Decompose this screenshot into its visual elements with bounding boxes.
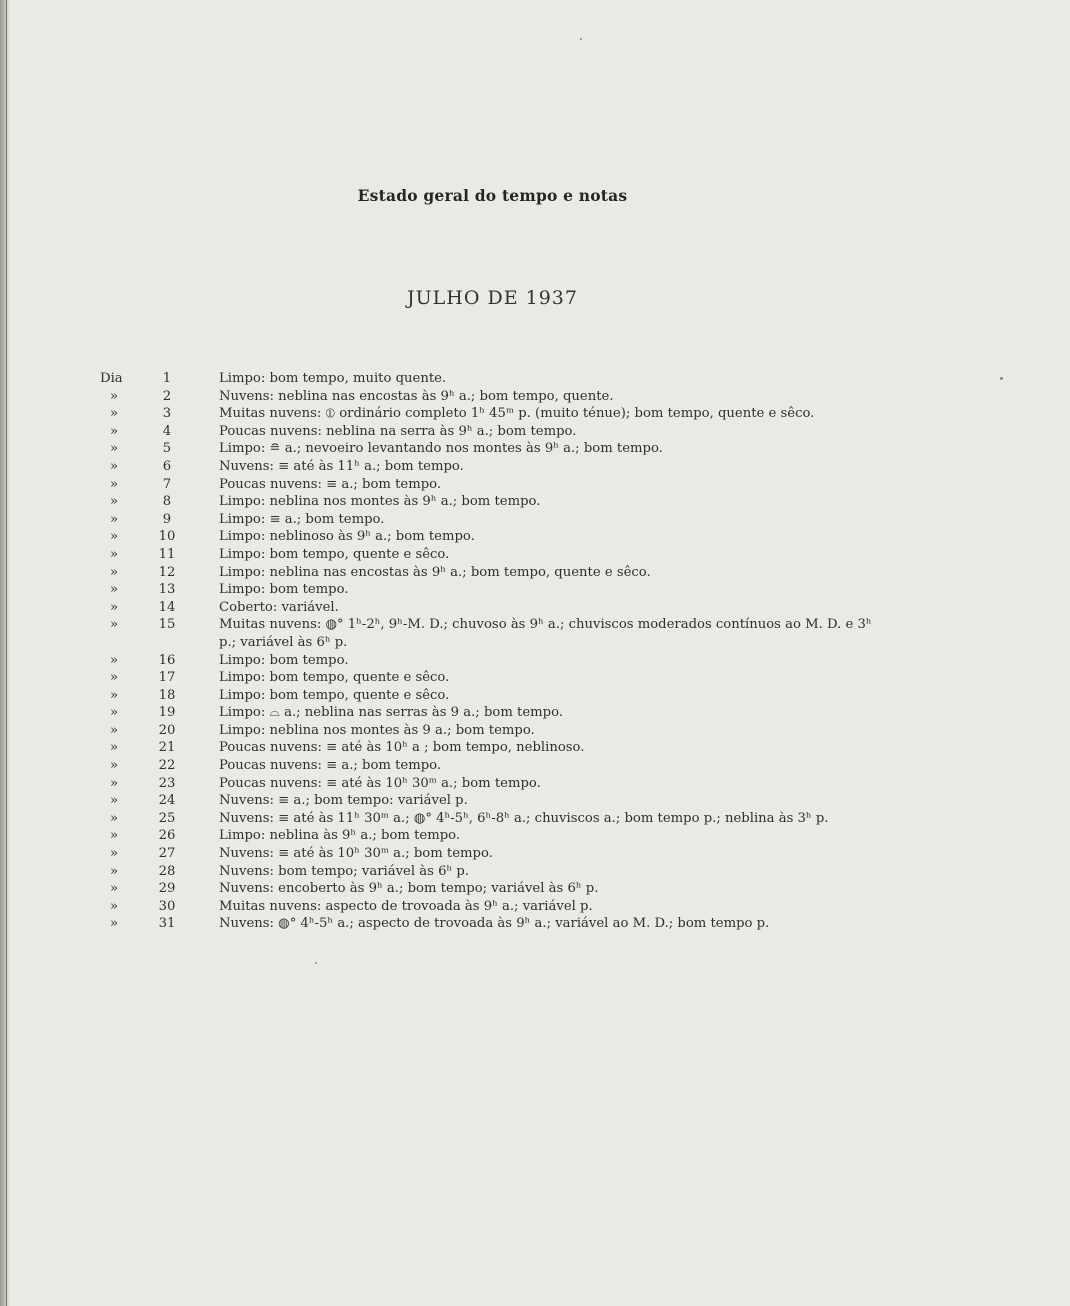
day-number: 22 [158, 758, 176, 774]
ditto-mark: » [110, 722, 119, 738]
day-number: 23 [158, 775, 176, 791]
table-row [0, 440, 1070, 458]
day-number: 14 [158, 599, 176, 615]
day-note: Limpo: bom tempo. [219, 582, 349, 598]
ditto-mark: » [110, 599, 119, 615]
day-number: 24 [158, 793, 176, 809]
table-row [0, 511, 1070, 529]
ditto-mark: » [110, 617, 119, 633]
table-row [0, 528, 1070, 546]
day-note: Nuvens: encoberto às 9ʰ a.; bom tempo; variável às 6ʰ p. [219, 881, 599, 897]
paper-speck [1000, 377, 1003, 380]
ditto-mark: » [110, 564, 119, 580]
table-row [0, 388, 1070, 406]
table-row [0, 599, 1070, 617]
table-row [0, 370, 1070, 388]
day-number: 13 [158, 582, 176, 598]
day-note: Nuvens: neblina nas encostas às 9ʰ a.; bom tempo, quente. [219, 388, 614, 404]
ditto-mark: » [110, 494, 119, 510]
table-row [0, 616, 1070, 651]
ditto-mark: » [110, 511, 119, 527]
day-number: 25 [158, 810, 176, 826]
day-number: 27 [158, 846, 176, 862]
table-row [0, 827, 1070, 845]
ditto-mark: » [110, 863, 119, 879]
day-number: 1 [162, 371, 172, 386]
ditto-mark: » [110, 758, 119, 774]
day-note: Limpo: ⌓ a.; neblina nas serras às 9 a.; bom tempo. [219, 705, 563, 721]
day-note: Poucas nuvens: ≡ a.; bom tempo. [219, 476, 442, 492]
day-number: 17 [158, 670, 176, 686]
ditto-mark: » [110, 828, 119, 844]
page-title: Estado geral do tempo e notas [357, 186, 628, 205]
day-note: Limpo: neblinoso às 9ʰ a.; bom tempo. [219, 529, 475, 545]
ditto-mark: » [110, 406, 119, 422]
table-row [0, 775, 1070, 793]
table-row [0, 669, 1070, 687]
day-note: Limpo: neblina nos montes às 9 a.; bom tempo. [219, 722, 535, 738]
table-row [0, 722, 1070, 740]
day-number: 12 [158, 564, 176, 580]
table-row [0, 810, 1070, 828]
day-note: Limpo: neblina nas encostas às 9ʰ a.; bom tempo, quente e sêco. [219, 564, 651, 580]
month-heading: JULHO DE 1937 [407, 287, 578, 309]
day-number: 10 [158, 529, 176, 545]
table-row [0, 652, 1070, 670]
table-row [0, 704, 1070, 722]
table-row [0, 898, 1070, 916]
table-row [0, 476, 1070, 494]
day-number: 26 [158, 828, 176, 844]
ditto-mark: » [110, 705, 119, 721]
day-note: Limpo: bom tempo, quente e sêco. [219, 670, 450, 686]
ditto-mark: » [110, 775, 119, 791]
day-note: Nuvens: ≡ a.; bom tempo: variável p. [219, 793, 468, 809]
day-note: Limpo: bom tempo, quente e sêco. [219, 687, 450, 703]
table-row [0, 546, 1070, 564]
table-row [0, 581, 1070, 599]
day-number: 28 [158, 863, 176, 879]
day-number: 2 [162, 388, 172, 404]
ditto-mark: » [110, 916, 119, 932]
day-note: Poucas nuvens: ≡ até às 10ʰ 30ᵐ a.; bom tempo. [219, 775, 541, 791]
day-number: 15 [158, 617, 176, 633]
day-number: 8 [162, 494, 172, 510]
day-number: 31 [158, 916, 176, 932]
day-number: 19 [158, 705, 176, 721]
day-label: Dia [100, 371, 123, 386]
ditto-mark: » [110, 898, 119, 914]
day-note: Limpo: bom tempo. [219, 652, 349, 668]
table-row [0, 757, 1070, 775]
day-note: Limpo: ≡ a.; bom tempo. [219, 511, 385, 527]
day-note: Muitas nuvens: ⦶ ordinário completo 1ʰ 45ᵐ p. (muito ténue); bom tempo, quente e sêco. [219, 406, 815, 422]
paper-speck [580, 38, 582, 40]
ditto-mark: » [110, 846, 119, 862]
day-number: 5 [162, 441, 172, 457]
ditto-mark: » [110, 476, 119, 492]
day-number: 3 [162, 406, 172, 422]
table-row [0, 863, 1070, 881]
day-number: 29 [158, 881, 176, 897]
day-number: 11 [158, 546, 176, 562]
day-note: Muitas nuvens: aspecto de trovoada às 9ʰ a.; variável p. [219, 898, 593, 914]
table-row [0, 564, 1070, 582]
ditto-mark: » [110, 810, 119, 826]
day-number: 18 [158, 687, 176, 703]
day-note: Poucas nuvens: neblina na serra às 9ʰ a.; bom tempo. [219, 423, 577, 439]
day-number: 4 [162, 423, 172, 439]
table-row [0, 845, 1070, 863]
table-row [0, 405, 1070, 423]
day-number: 20 [158, 722, 176, 738]
ditto-mark: » [110, 546, 119, 562]
table-row [0, 493, 1070, 511]
day-note: Coberto: variável. [219, 599, 339, 615]
day-number: 9 [162, 511, 172, 527]
day-note: Limpo: bom tempo, quente e sêco. [219, 546, 450, 562]
ditto-mark: » [110, 441, 119, 457]
day-number: 21 [158, 740, 176, 756]
day-note: Nuvens: bom tempo; variável às 6ʰ p. [219, 863, 469, 879]
table-row [0, 739, 1070, 757]
ditto-mark: » [110, 458, 119, 474]
day-number: 6 [162, 458, 172, 474]
ditto-mark: » [110, 388, 119, 404]
day-note: Nuvens: ◍° 4ʰ-5ʰ a.; aspecto de trovoada às 9ʰ a.; variável ao M. D.; bom tempo p. [219, 916, 770, 932]
day-note: Nuvens: ≡ até às 11ʰ a.; bom tempo. [219, 458, 464, 474]
table-row [0, 880, 1070, 898]
day-note: Nuvens: ≡ até às 10ʰ 30ᵐ a.; bom tempo. [219, 846, 493, 862]
table-row [0, 423, 1070, 441]
table-row [0, 458, 1070, 476]
ditto-mark: » [110, 670, 119, 686]
weather-notes-table [0, 370, 1070, 933]
ditto-mark: » [110, 793, 119, 809]
ditto-mark: » [110, 687, 119, 703]
ditto-mark: » [110, 652, 119, 668]
day-number: 30 [158, 898, 176, 914]
day-note: Limpo: ≘ a.; nevoeiro levantando nos montes às 9ʰ a.; bom tempo. [219, 441, 663, 457]
day-note: Limpo: bom tempo, muito quente. [219, 371, 447, 386]
table-row [0, 687, 1070, 705]
day-number: 7 [162, 476, 172, 492]
day-note: Poucas nuvens: ≡ a.; bom tempo. [219, 758, 442, 774]
day-note: Muitas nuvens: ◍° 1ʰ-2ʰ, 9ʰ-M. D.; chuvoso às 9ʰ a.; chuviscos moderados contínuos ao M. D. e 3ʰ p.; variável às 6ʰ p. [219, 617, 872, 650]
ditto-mark: » [110, 881, 119, 897]
ditto-mark: » [110, 582, 119, 598]
day-note: Poucas nuvens: ≡ até às 10ʰ a ; bom tempo, neblinoso. [219, 740, 585, 756]
day-note: Limpo: neblina às 9ʰ a.; bom tempo. [219, 828, 461, 844]
paper-speck [315, 962, 317, 964]
day-note: Nuvens: ≡ até às 11ʰ 30ᵐ a.; ◍° 4ʰ-5ʰ, 6ʰ-8ʰ a.; chuviscos a.; bom tempo p.; neblina às 3ʰ p. [219, 810, 829, 826]
table-row [0, 915, 1070, 933]
ditto-mark: » [110, 740, 119, 756]
ditto-mark: » [110, 529, 119, 545]
table-row [0, 792, 1070, 810]
day-number: 16 [158, 652, 176, 668]
ditto-mark: » [110, 423, 119, 439]
day-note: Limpo: neblina nos montes às 9ʰ a.; bom tempo. [219, 494, 541, 510]
